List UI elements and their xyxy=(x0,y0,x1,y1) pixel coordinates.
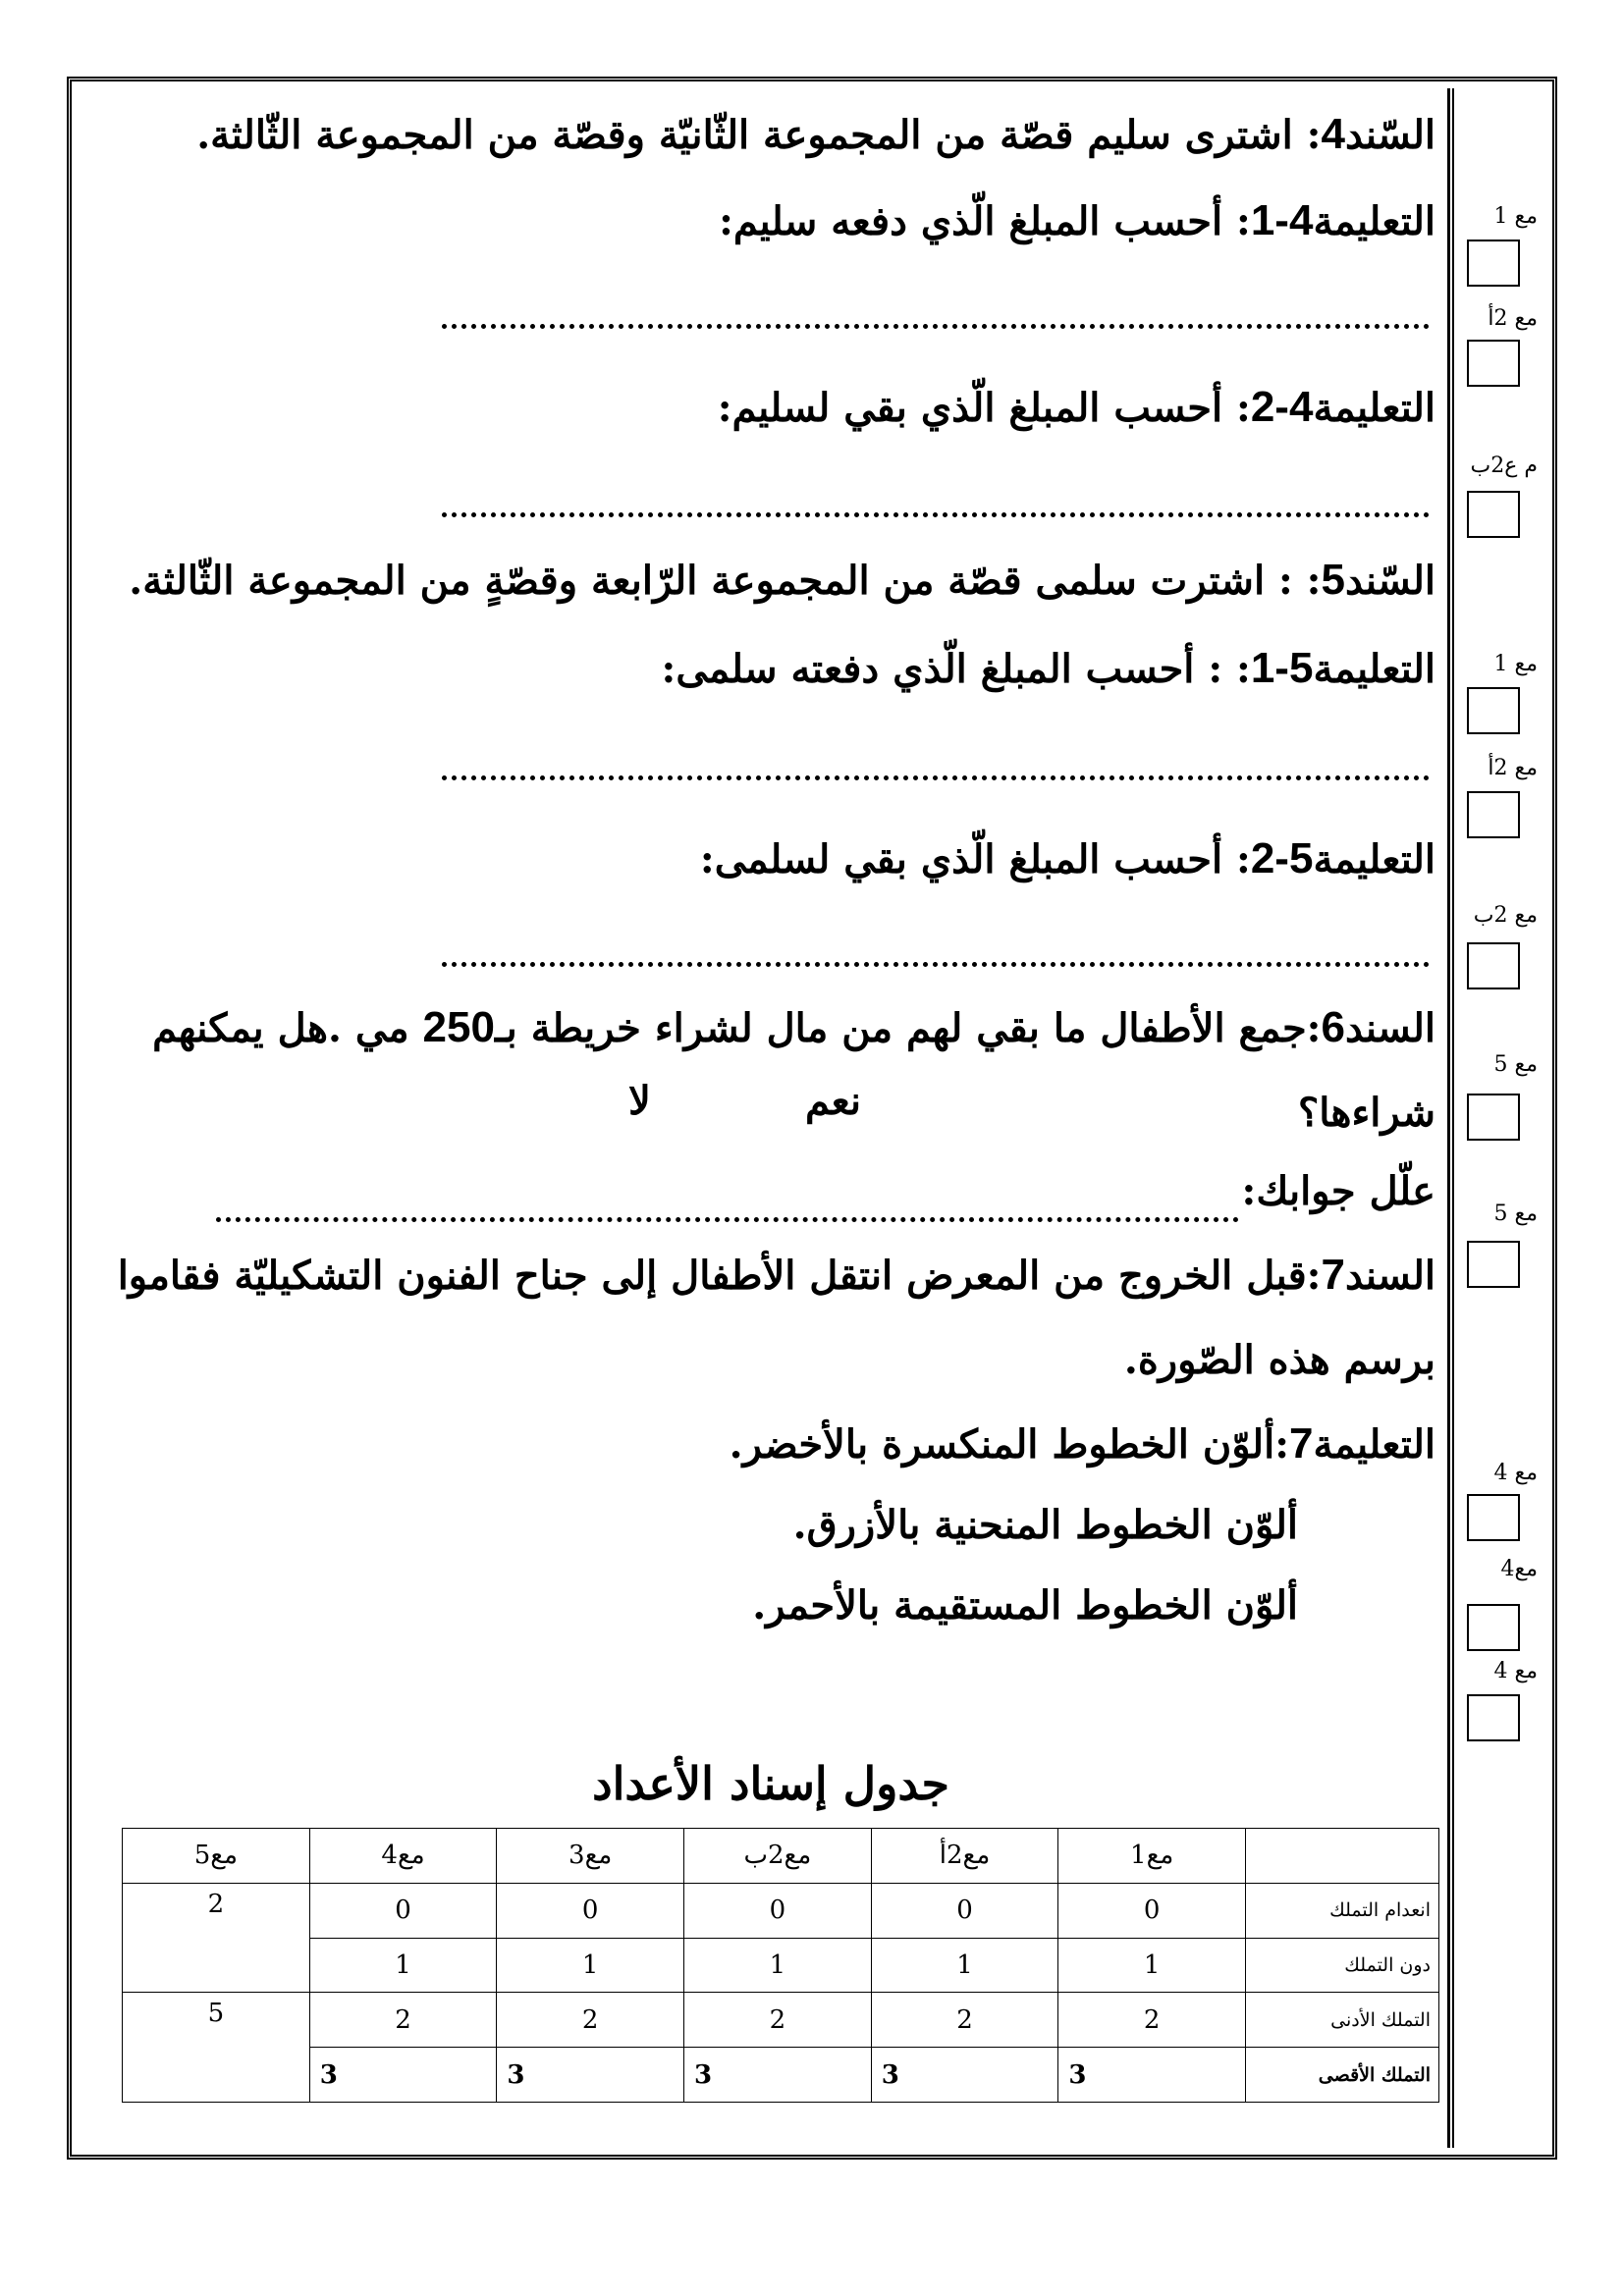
score-box[interactable] xyxy=(1467,491,1520,538)
margin-label: مع 2أ xyxy=(1488,756,1538,780)
margin-label: مع 1 xyxy=(1493,204,1538,229)
table-cell: 3 xyxy=(1058,2048,1246,2103)
score-box[interactable] xyxy=(1467,687,1520,734)
table-cell: 2 xyxy=(1058,1993,1246,2048)
grading-table-title: جدول إسناد الأعداد xyxy=(592,1757,949,1810)
table-header-cell: مع5 xyxy=(123,1829,310,1884)
justify-label: علّل جوابك: xyxy=(1241,1168,1435,1214)
score-box[interactable] xyxy=(1467,1694,1520,1741)
table-cell: 3 xyxy=(684,2048,872,2103)
table-row xyxy=(123,1938,1439,1993)
table-header-cell xyxy=(1246,1829,1439,1884)
table-row xyxy=(123,2048,1439,2103)
table-cell: 0 xyxy=(871,1883,1058,1938)
instruction-5-2: التعليمة5-2: أحسب المبلغ الّذي بقي لسلمى: xyxy=(699,834,1435,882)
answer-line-4-2[interactable] xyxy=(442,512,1430,517)
row-label: دون التملك xyxy=(1246,1938,1439,1993)
answer-line-5-2[interactable] xyxy=(442,962,1430,967)
score-box[interactable] xyxy=(1467,340,1520,387)
option-no[interactable]: لا xyxy=(628,1078,651,1124)
margin-label: مع4 xyxy=(1500,1557,1538,1581)
table-cell: 2 xyxy=(123,1883,310,1993)
table-cell: 1 xyxy=(1058,1938,1246,1993)
row-label: التملك الأقصى xyxy=(1246,2048,1439,2103)
option-yes[interactable]: نعم xyxy=(805,1078,862,1124)
score-box[interactable] xyxy=(1467,1604,1520,1651)
margin-label: مع 4 xyxy=(1493,1659,1538,1683)
instruction-7: التعليمة7:ألوّن الخطوط المنكسرة بالأخضر. xyxy=(729,1419,1435,1468)
table-row xyxy=(123,1993,1439,2048)
margin-label: مع 5 xyxy=(1493,1201,1538,1226)
table-cell: 3 xyxy=(871,2048,1058,2103)
table-cell: 2 xyxy=(497,1993,684,2048)
row-label: التملك الأدنى xyxy=(1246,1993,1439,2048)
table-cell: 1 xyxy=(309,1938,497,1993)
sanad-6-question: شراءها؟ xyxy=(1297,1090,1435,1136)
score-box[interactable] xyxy=(1467,240,1520,287)
table-cell: 5 xyxy=(123,1993,310,2103)
table-header-cell: مع3 xyxy=(497,1829,684,1884)
table-cell: 0 xyxy=(684,1883,872,1938)
score-box[interactable] xyxy=(1467,1094,1520,1141)
sanad-7-line2: برسم هذه الصّورة. xyxy=(1123,1337,1435,1383)
table-cell: 0 xyxy=(497,1883,684,1938)
instruction-7-line3: ألوّن الخطوط المستقيمة بالأحمر. xyxy=(752,1582,1298,1629)
table-row xyxy=(123,1883,1439,1938)
score-box[interactable] xyxy=(1467,1241,1520,1288)
instruction-7-line2: ألوّن الخطوط المنحنية بالأزرق. xyxy=(792,1502,1298,1548)
table-header-row xyxy=(123,1829,1439,1884)
score-box[interactable] xyxy=(1467,942,1520,989)
table-cell: 2 xyxy=(871,1993,1058,2048)
answer-line-5-1[interactable] xyxy=(442,775,1430,780)
answer-line-6[interactable] xyxy=(216,1217,1239,1222)
table-cell: 0 xyxy=(309,1883,497,1938)
instruction-4-2: التعليمة4-2: أحسب المبلغ الّذي بقي لسليم: xyxy=(717,383,1435,431)
table-cell: 2 xyxy=(684,1993,872,2048)
table-cell: 1 xyxy=(497,1938,684,1993)
answer-line-4-1[interactable] xyxy=(442,324,1430,329)
table-header-cell: مع2أ xyxy=(871,1829,1058,1884)
sanad-5: السّند5: : اشترت سلمى قصّة من المجموعة الرّابعة وقصّةٍ من المجموعة الثّالثة. xyxy=(129,556,1435,604)
sanad-4: السّند4: اشترى سليم قصّة من المجموعة الثّانيّة وقصّة من المجموعة الثّالثة. xyxy=(196,110,1435,158)
table-cell: 0 xyxy=(1058,1883,1246,1938)
sanad-7: السند7:قبل الخروج من المعرض انتقل الأطفال إلى جناح الفنون التشكيليّة فقاموا xyxy=(117,1251,1435,1299)
margin-separator xyxy=(1447,88,1454,2148)
table-header-cell: مع4 xyxy=(309,1829,497,1884)
margin-label: مع 5 xyxy=(1493,1052,1538,1077)
margin-label: م ع2ب xyxy=(1470,454,1538,478)
grading-table xyxy=(122,1828,1439,2103)
table-cell: 3 xyxy=(309,2048,497,2103)
table-header-cell: مع1 xyxy=(1058,1829,1246,1884)
table-cell: 3 xyxy=(497,2048,684,2103)
score-box[interactable] xyxy=(1467,791,1520,838)
margin-label: مع 2أ xyxy=(1488,306,1538,331)
table-cell: 1 xyxy=(684,1938,872,1993)
table-cell: 2 xyxy=(309,1993,497,2048)
margin-label: مع 2ب xyxy=(1473,903,1538,928)
margin-label: مع 1 xyxy=(1493,652,1538,676)
instruction-4-1: التعليمة4-1: أحسب المبلغ الّذي دفعه سليم: xyxy=(719,196,1435,244)
instruction-5-1: التعليمة5-1: : أحسب المبلغ الّذي دفعته سلمى: xyxy=(661,644,1435,692)
table-cell: 1 xyxy=(871,1938,1058,1993)
table-header-cell: مع2ب xyxy=(684,1829,872,1884)
row-label: انعدام التملك xyxy=(1246,1883,1439,1938)
sanad-6: السند6:جمع الأطفال ما بقي لهم من مال لشراء خريطة بـ250 مي .هل يمكنهم xyxy=(152,1003,1435,1051)
margin-label: مع 4 xyxy=(1493,1461,1538,1485)
score-box[interactable] xyxy=(1467,1494,1520,1541)
